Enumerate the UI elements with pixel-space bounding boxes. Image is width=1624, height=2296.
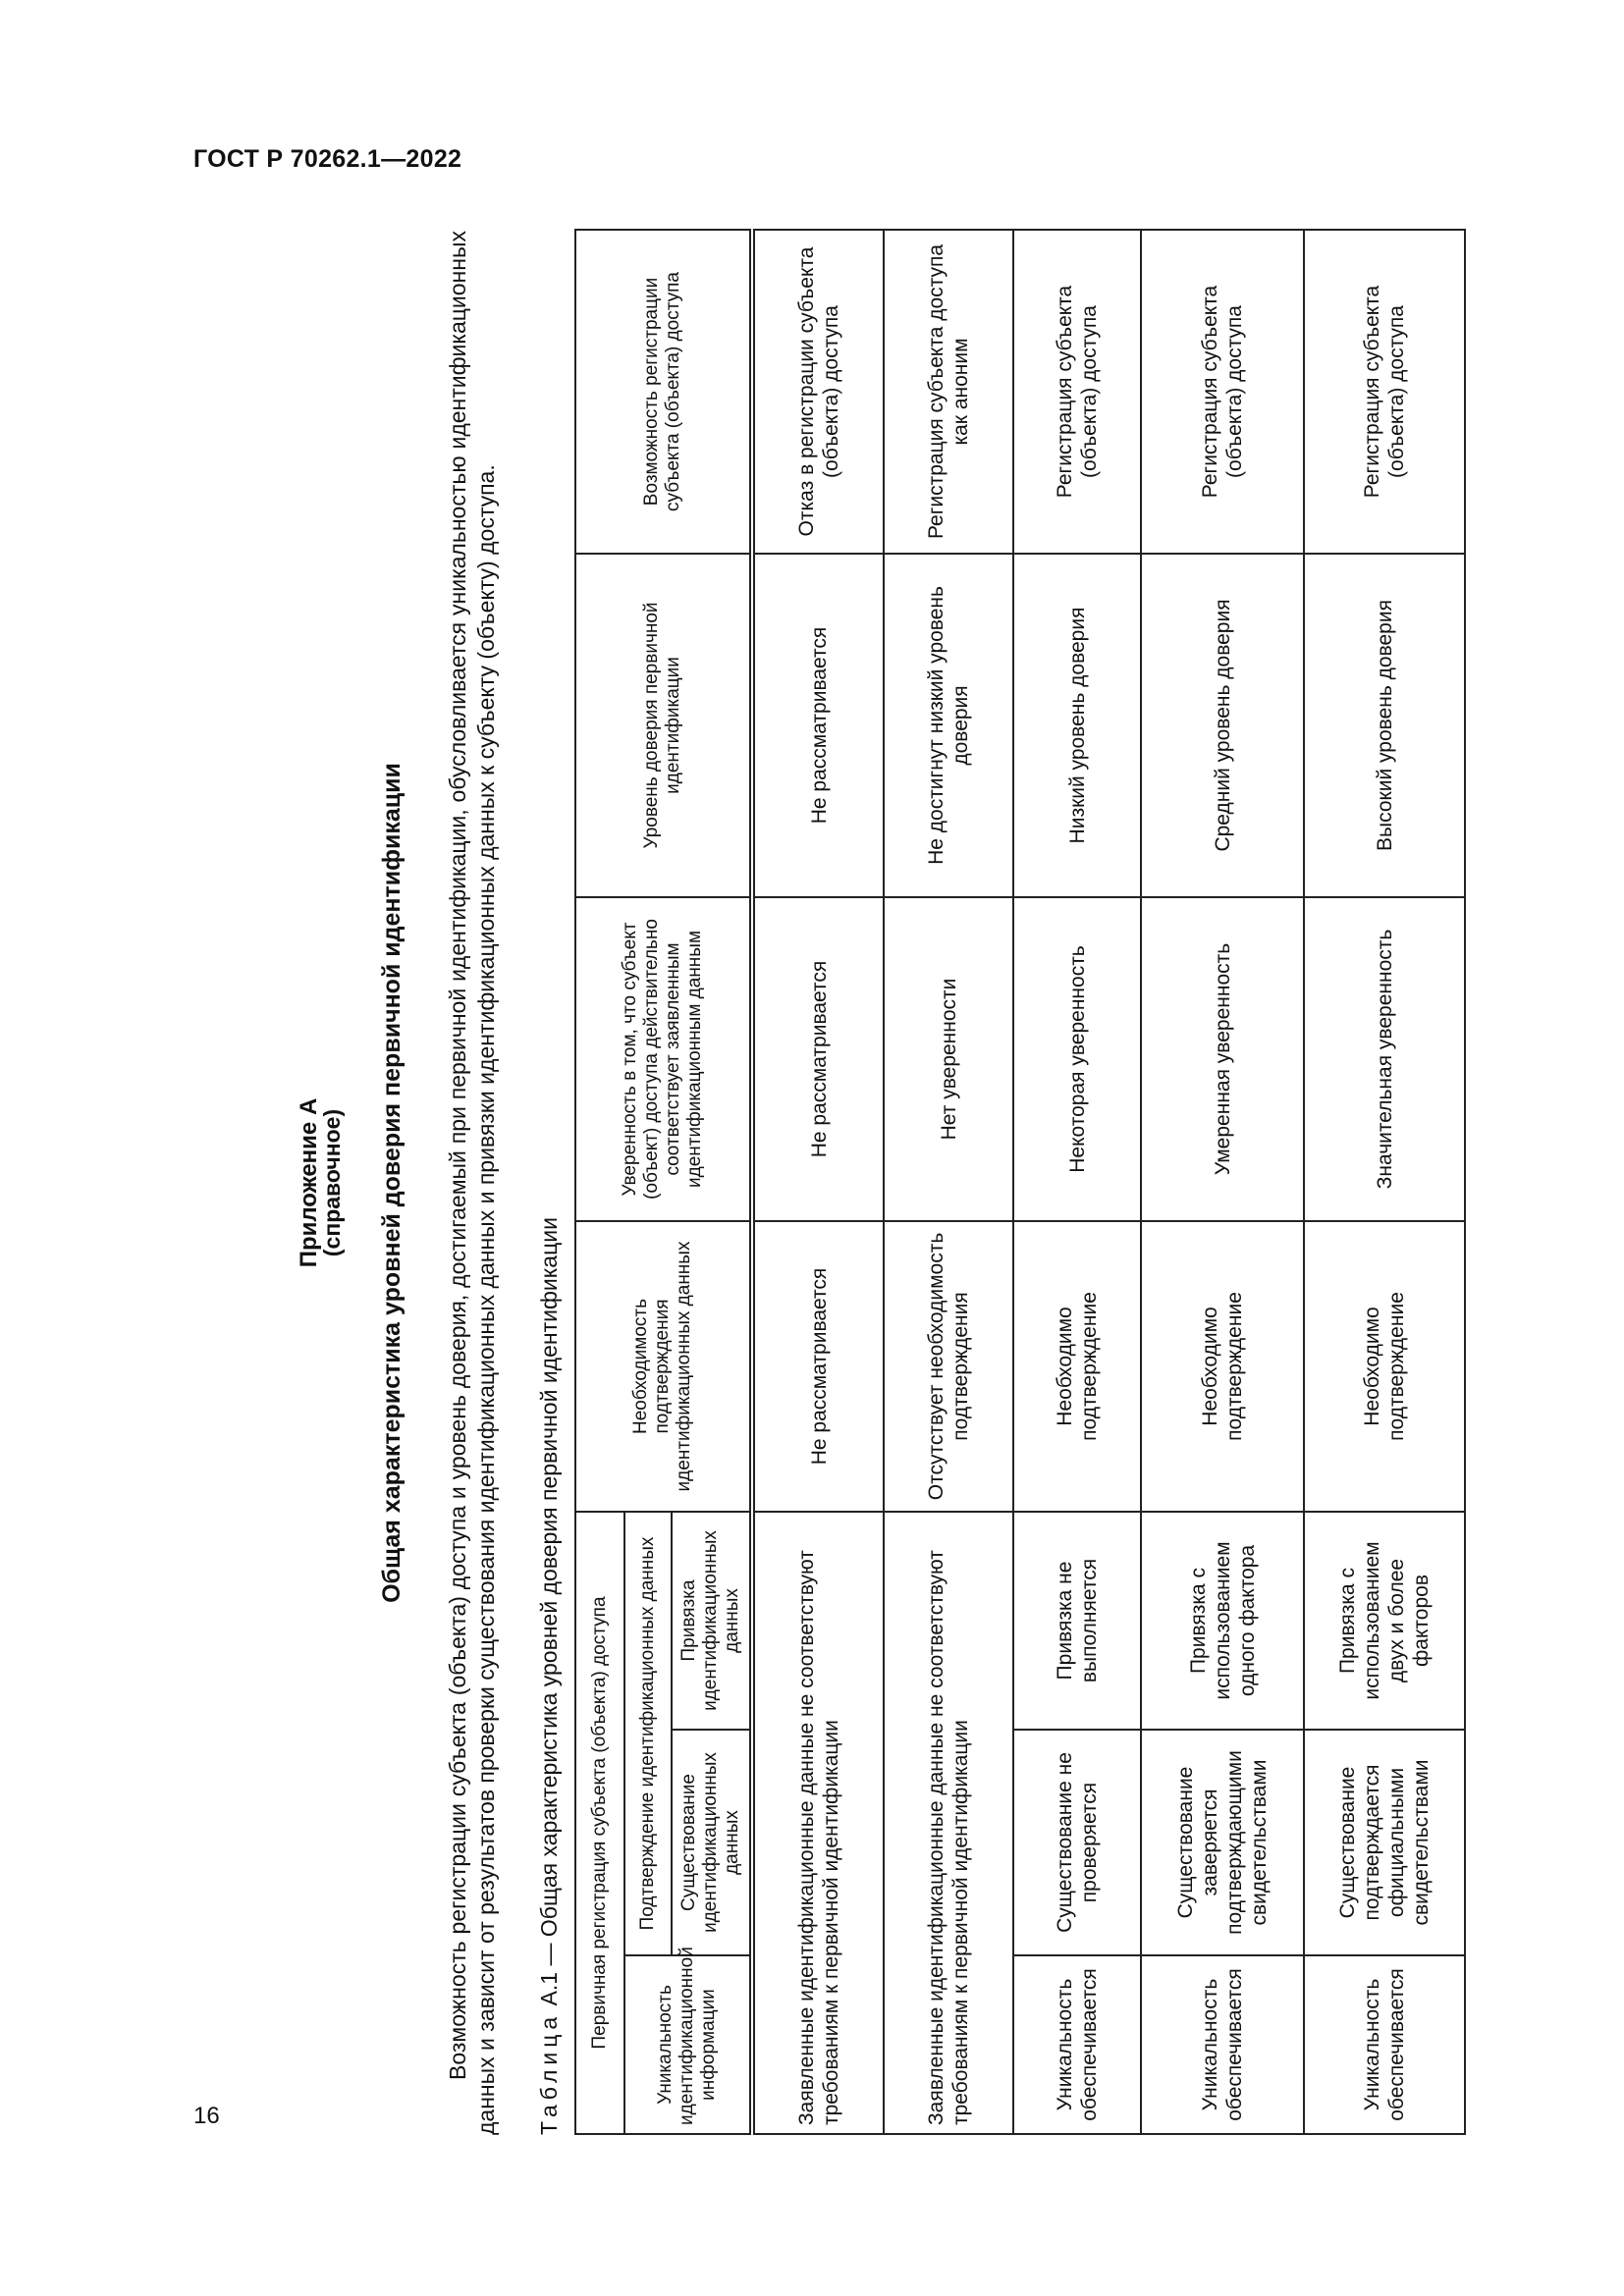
binding-cell: Привязка с использованием одного фактора (1141, 1512, 1304, 1730)
registration-cell: Регистрация субъекта (объекта) доступа (1304, 230, 1465, 554)
table-caption-prefix: Таблица (536, 2011, 562, 2135)
need-cell: Отсутствует необходимость подтверждения (884, 1221, 1013, 1512)
annex-title: Приложение А (296, 1097, 322, 1268)
existence-cell: Существование не проверяется (1013, 1730, 1141, 1955)
header-confidence: Уверенность в том, что субъект (объект) доступа действительно соответствует заявленным идентификационным данным (575, 897, 752, 1221)
trust-level-cell: Высокий уровень доверия (1304, 554, 1465, 897)
header-existence: Существование идентификационных данных (672, 1730, 752, 1955)
annex-heading: Общая характеристика уровней доверия первичной идентификации (378, 763, 406, 1603)
document-code: ГОСТ Р 70262.1—2022 (193, 145, 462, 173)
registration-cell: Регистрация субъекта доступа как аноним (884, 230, 1013, 554)
header-primary-registration: Первичная регистрация субъекта (объекта) доступа (575, 1512, 624, 2134)
uniqueness-cell: Уникальность обеспечивается (1013, 1955, 1141, 2134)
existence-cell: Существование подтверждается официальными свидетельствами (1304, 1730, 1465, 1955)
existence-cell: Существование заверяется подтверждающими свидетельствами (1141, 1730, 1304, 1955)
need-cell: Не рассматривается (752, 1221, 884, 1512)
page-number: 16 (193, 2103, 220, 2129)
table-caption-text: А.1 — Общая характеристика уровней доверия первичной идентификации (536, 1217, 562, 2012)
table-row (1304, 230, 1465, 2134)
header-confirmation: Подтверждение идентификационных данных (624, 1512, 672, 1955)
row-span-cell: Заявленные идентификационные данные не соответствуют требованиям к первичной идентификации (752, 1512, 884, 2134)
registration-cell: Регистрация субъекта (объекта) доступа (1013, 230, 1141, 554)
intro-paragraph: Возможность регистрации субъекта (объекта) доступа и уровень доверия, достигаемый при первичной идентификации, обусловливается уникальностью идентификационных данных и зависит от результатов проверки существования идентификационных данных и привязки идентификационных данных к субъекту (объекту) доступа. (445, 231, 499, 2135)
rotated-page-content (196, 231, 1433, 2135)
uniqueness-cell: Уникальность обеспечивается (1141, 1955, 1304, 2134)
binding-cell: Привязка не выполняется (1013, 1512, 1141, 1730)
trust-levels-table (574, 229, 1466, 2135)
confidence-cell: Умеренная уверенность (1141, 897, 1304, 1221)
header-binding: Привязка идентификационных данных (672, 1512, 752, 1730)
confidence-cell: Некоторая уверенность (1013, 897, 1141, 1221)
uniqueness-cell: Уникальность обеспечивается (1304, 1955, 1465, 2134)
binding-cell: Привязка с использованием двух и более факторов (1304, 1512, 1465, 1730)
trust-level-cell: Низкий уровень доверия (1013, 554, 1141, 897)
table-row (752, 230, 884, 2134)
need-cell: Необходимо подтверждение (1141, 1221, 1304, 1512)
registration-cell: Отказ в регистрации субъекта (объекта) доступа (752, 230, 884, 554)
confidence-cell: Значительная уверенность (1304, 897, 1465, 1221)
trust-level-cell: Не достигнут низкий уровень доверия (884, 554, 1013, 897)
table-caption (535, 231, 564, 2135)
table-row (884, 230, 1013, 2134)
header-need-confirmation: Необходимость подтверждения идентификационных данных (575, 1221, 752, 1512)
header-registration-possibility: Возможность регистрации субъекта (объекта) доступа (575, 230, 752, 554)
trust-level-cell: Средний уровень доверия (1141, 554, 1304, 897)
confidence-cell: Не рассматривается (752, 897, 884, 1221)
table-row (1013, 230, 1141, 2134)
registration-cell: Регистрация субъекта (объекта) доступа (1141, 230, 1304, 554)
annex-subtitle: (справочное) (319, 1108, 345, 1257)
header-uniqueness: Уникальность идентификационной информации (624, 1955, 752, 2134)
row-span-cell: Заявленные идентификационные данные не соответствуют требованиям к первичной идентификации (884, 1512, 1013, 2134)
trust-level-cell: Не рассматривается (752, 554, 884, 897)
need-cell: Необходимо подтверждение (1013, 1221, 1141, 1512)
need-cell: Необходимо подтверждение (1304, 1221, 1465, 1512)
confidence-cell: Нет уверенности (884, 897, 1013, 1221)
table-row (1141, 230, 1304, 2134)
header-trust-level: Уровень доверия первичной идентификации (575, 554, 752, 897)
